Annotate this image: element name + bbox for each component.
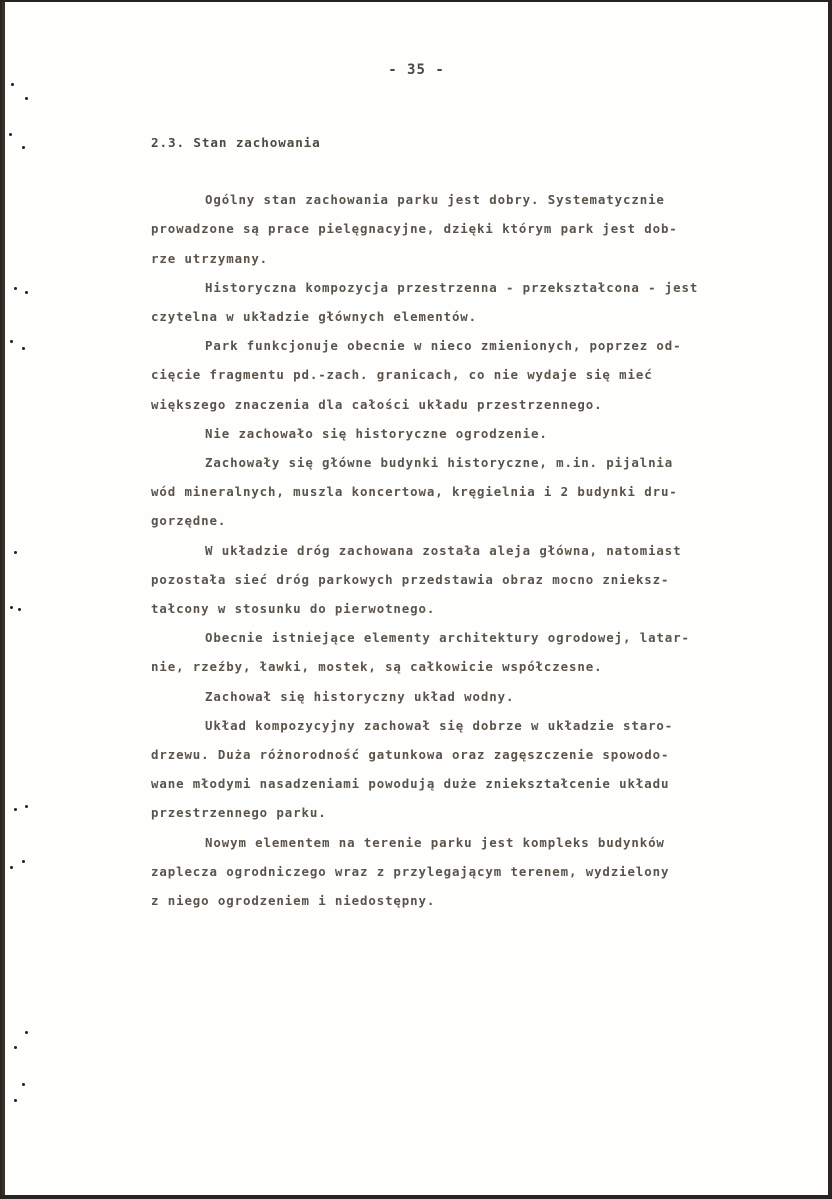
text-line: gorzędne. [151, 513, 227, 529]
section-heading: 2.3. Stan zachowania [151, 135, 321, 150]
text-line: Obecnie istniejące elementy architektury ogrodowej, latar- [205, 630, 690, 646]
text-line: wane młodymi nasadzeniami powodują duże zniekształcenie układu [151, 776, 670, 792]
text-line: Ogólny stan zachowania parku jest dobry. Systematycznie [205, 192, 665, 208]
document-body [151, 128, 811, 915]
page-number: - 35 - [388, 62, 445, 78]
paragraph-buildings [151, 448, 811, 536]
text-line: W układzie dróg zachowana została aleja główna, natomiast [205, 542, 682, 558]
paragraph-roads [151, 536, 811, 624]
text-line: czytelna w układzie głównych elementów. [151, 309, 478, 325]
text-line: wód mineralnych, muszla koncertowa, kręgielnia i 2 budynki dru- [151, 484, 678, 500]
paragraph-new-elements [151, 828, 811, 916]
text-line: Układ kompozycyjny zachował się dobrze w układzie staro- [205, 717, 674, 733]
paragraph-historic-composition [151, 273, 811, 331]
text-line: pozostała sieć dróg parkowych przedstawia obraz mocno znieksz- [151, 571, 670, 587]
text-line: rze utrzymany. [151, 250, 269, 266]
text-line: Zachował się historyczny układ wodny. [205, 688, 515, 704]
text-line: Zachowały się główne budynki historyczne, m.in. pijalnia [205, 455, 674, 471]
paragraph-general-state [151, 185, 811, 273]
paragraph-park-boundaries [151, 331, 811, 419]
text-line: przestrzennego parku. [151, 805, 327, 821]
text-line: z niego ogrodzeniem i niedostępny. [151, 893, 436, 909]
text-line: tałcony w stosunku do pierwotnego. [151, 601, 436, 617]
paragraph-fence [151, 419, 811, 448]
text-line: Historyczna kompozycja przestrzenna - przekształcona - jest [205, 279, 699, 295]
text-line: drzewu. Duża różnorodność gatunkowa oraz zagęszczenie spowodo- [151, 747, 670, 763]
text-line: Park funkcjonuje obecnie w nieco zmienionych, poprzez od- [205, 338, 682, 354]
text-line: zaplecza ogrodniczego wraz z przylegającym terenem, wydzielony [151, 863, 670, 879]
text-line: prowadzone są prace pielęgnacyjne, dzięki którym park jest dob- [151, 221, 678, 237]
document-page [2, 2, 828, 1195]
text-line: Nowym elementem na terenie parku jest kompleks budynków [205, 834, 665, 850]
paragraph-composition-trees [151, 711, 811, 828]
text-line: cięcie fragmentu pd.-zach. granicach, co nie wydaje się mieć [151, 367, 653, 383]
paragraph-water-system [151, 682, 811, 711]
text-line: nie, rzeźby, ławki, mostek, są całkowicie współczesne. [151, 659, 603, 675]
text-line: Nie zachowało się historyczne ogrodzenie. [205, 425, 548, 441]
text-line: większego znaczenia dla całości układu przestrzennego. [151, 396, 603, 412]
paragraph-garden-architecture [151, 623, 811, 681]
